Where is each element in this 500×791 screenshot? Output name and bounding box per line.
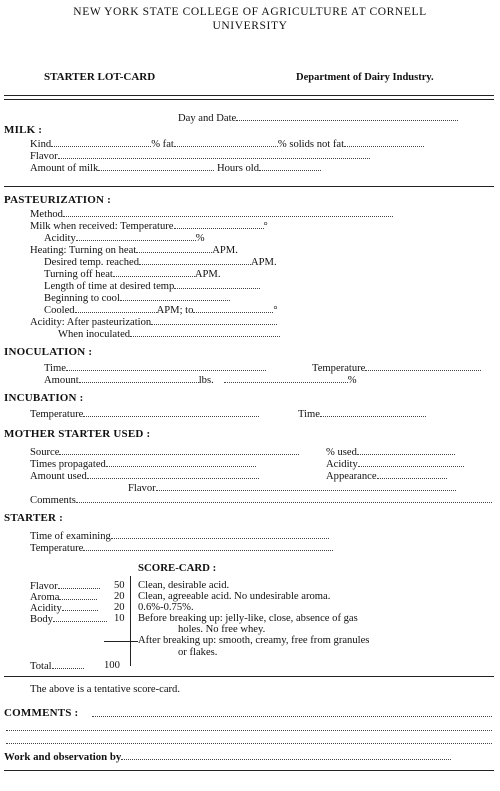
milk-fat-label: % fat	[151, 139, 174, 150]
ms-comments-label: Comments	[30, 495, 76, 506]
total-label: Total	[30, 661, 52, 672]
cooled-apm-label: APM; to	[156, 305, 194, 316]
day-date-field[interactable]	[178, 112, 458, 125]
milk-solids-label: % solids not fat	[277, 139, 345, 150]
score-points: 50	[114, 580, 125, 591]
work-by-field[interactable]	[4, 751, 451, 763]
day-date-line	[236, 112, 458, 121]
method-label: Method	[30, 209, 63, 220]
ms-appearance-label: Appearance	[326, 471, 377, 482]
when-inoculated-label: When inoculated	[58, 329, 131, 340]
milk-amount-field[interactable]	[30, 162, 321, 175]
score-desc: Before breaking up: jelly-like, close, absence of gas	[138, 613, 358, 624]
ms-comments-field[interactable]	[30, 494, 492, 507]
acidity-after-label: Acidity: After pasteurization	[30, 317, 152, 328]
inoculation-heading: INOCULATION :	[4, 346, 93, 358]
score-points: 10	[114, 613, 125, 624]
section-rule-1	[4, 186, 494, 187]
score-divider	[130, 576, 131, 666]
ms-times-label: Times propagated	[30, 459, 106, 470]
college-title-line1: NEW YORK STATE COLLEGE OF AGRICULTURE AT CORNELL	[73, 6, 427, 18]
pasteurization-heading: PASTEURIZATION :	[4, 194, 112, 206]
ms-source-label: Source	[30, 447, 60, 458]
score-points: 20	[114, 591, 125, 602]
total-points: 100	[104, 660, 120, 671]
score-label: Flavor	[30, 581, 58, 592]
heat-off-apm: APM.	[194, 269, 221, 280]
milk-hours-old-label: Hours old	[216, 163, 260, 174]
inoc-lbs: lbs.	[198, 375, 214, 386]
inoc-temp-label: Temperature	[312, 363, 366, 374]
score-desc: Clean, agreeable acid. No undesirable aroma.	[138, 591, 331, 602]
desired-apm: APM.	[251, 257, 277, 268]
total-rule	[104, 641, 128, 642]
inoc-time-label: Time	[44, 363, 66, 374]
comments-line-3[interactable]	[6, 743, 492, 744]
cooled-degree: °	[273, 305, 278, 316]
incubation-heading: INCUBATION :	[4, 392, 84, 404]
begin-cool-label: Beginning to cool	[44, 293, 120, 304]
degree-sign: °	[263, 221, 268, 232]
work-by-label: Work and observation by	[4, 751, 122, 763]
section-rule-2	[4, 676, 494, 677]
score-desc: Clean, desirable acid.	[138, 580, 230, 591]
ms-amount-label: Amount used	[30, 471, 87, 482]
header-rule-top	[4, 95, 494, 96]
after-breaking-dash	[128, 641, 138, 642]
milk-received-label: Milk when received: Temperature	[30, 221, 174, 232]
score-card-heading: SCORE-CARD :	[138, 562, 217, 574]
footer-rule	[4, 770, 494, 771]
inoc-amount-label: Amount	[44, 375, 79, 386]
inoc-percent: %	[347, 375, 357, 386]
score-desc: 0.6%-0.75%.	[138, 602, 194, 613]
received-acidity-label: Acidity	[44, 233, 76, 244]
score-points: 20	[114, 602, 125, 613]
card-name: STARTER LOT-CARD	[44, 71, 156, 83]
incub-temp-label: Temperature	[30, 409, 84, 420]
cooled-label: Cooled	[44, 305, 75, 316]
heat-off-label: Turning off heat	[44, 269, 113, 280]
after-breaking-continued: or flakes.	[178, 647, 218, 658]
incub-temp-field[interactable]	[30, 408, 259, 421]
milk-heading: MILK :	[4, 124, 43, 136]
score-label: Aroma	[30, 592, 60, 603]
desired-temp-label: Desired temp. reached	[44, 257, 140, 268]
starter-temp-field[interactable]	[30, 542, 333, 555]
body-desc-continued: holes. No free whey.	[178, 624, 266, 635]
heat-on-apm: APM.	[212, 245, 238, 256]
incub-time-label: Time	[298, 409, 320, 420]
starter-heading: STARTER :	[4, 512, 63, 524]
mother-starter-heading: MOTHER STARTER USED :	[4, 428, 151, 440]
ms-flavor-label: Flavor	[128, 483, 156, 494]
score-label: Body	[30, 614, 53, 625]
milk-flavor-label: Flavor	[30, 151, 58, 162]
score-row-body	[30, 613, 107, 626]
after-breaking-desc: After breaking up: smooth, creamy, free from granules	[138, 635, 370, 646]
starter-temp-label: Temperature	[30, 543, 84, 554]
comments-heading: COMMENTS :	[4, 707, 79, 719]
college-title-line2: UNIVERSITY	[212, 20, 288, 32]
score-label: Acidity	[30, 603, 62, 614]
incub-time-field[interactable]	[298, 408, 426, 421]
comments-line-1[interactable]	[92, 716, 492, 717]
when-inoculated-field[interactable]	[58, 328, 280, 341]
inoc-amount-field[interactable]	[44, 374, 357, 387]
department-name: Department of Dairy Industry.	[296, 72, 434, 83]
percent-sign: %	[195, 233, 205, 244]
milk-amount-label: Amount of milk	[30, 163, 99, 174]
score-total	[30, 660, 84, 673]
heating-label: Heating: Turning on heat	[30, 245, 137, 256]
ms-pct-used-label: % used	[326, 447, 357, 458]
milk-kind-label: Kind	[30, 139, 52, 150]
starter-time-label: Time of examining	[30, 531, 111, 542]
header-rule-bottom	[4, 99, 494, 100]
comments-line-2[interactable]	[6, 730, 492, 731]
day-date-label: Day and Date	[178, 113, 237, 124]
tentative-note: The above is a tentative score-card.	[30, 684, 181, 695]
length-label: Length of time at desired temp	[44, 281, 175, 292]
ms-acidity-label: Acidity	[326, 459, 358, 470]
